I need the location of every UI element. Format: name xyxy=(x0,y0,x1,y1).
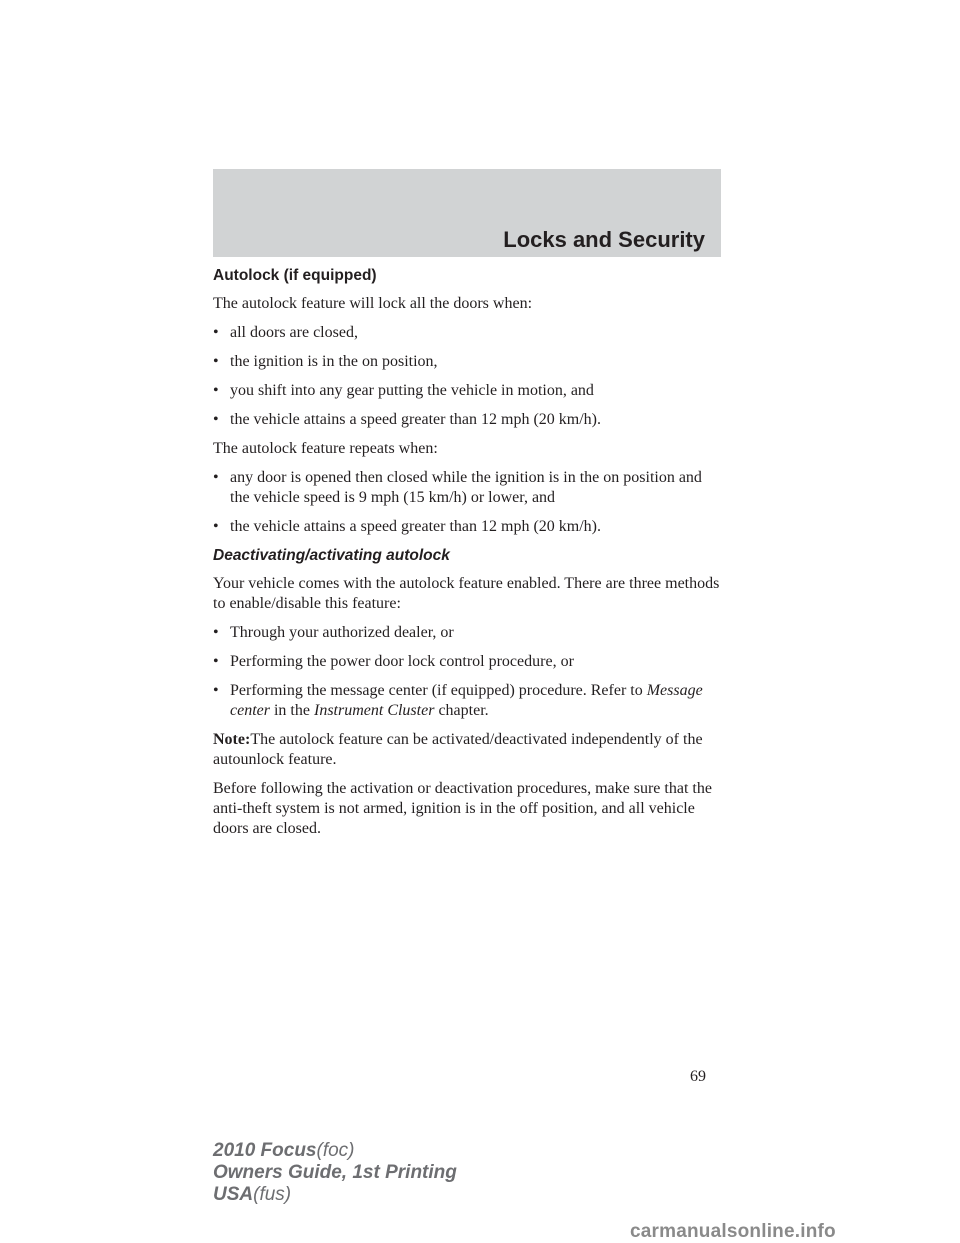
autolock-intro: The autolock feature will lock all the doors when: xyxy=(213,295,533,312)
bullet-icon: • xyxy=(213,682,219,699)
list-item: • the vehicle attains a speed greater than 12 mph (20 km/h). xyxy=(213,411,601,428)
repeat-intro: The autolock feature repeats when: xyxy=(213,440,438,457)
section-title: Locks and Security xyxy=(503,227,705,252)
list-item: • Performing the power door lock control procedure, or xyxy=(213,653,574,670)
closing-paragraph: Before following the activation or deactivation procedures, make sure that the anti-theft system is not armed, ignition is in the off position, and all vehicle doors are closed. xyxy=(213,780,712,837)
bullet-icon: • xyxy=(213,382,219,399)
bullet-icon: • xyxy=(213,518,219,535)
deactivating-heading: Deactivating/activating autolock xyxy=(213,547,450,564)
list-item: • you shift into any gear putting the vehicle in motion, and xyxy=(213,382,594,399)
list-item: • the vehicle attains a speed greater than 12 mph (20 km/h). xyxy=(213,518,601,535)
bullet-icon: • xyxy=(213,624,219,641)
cross-reference: Message center xyxy=(230,682,703,719)
watermark: carmanualsonline.info xyxy=(630,1221,836,1242)
autolock-heading: Autolock (if equipped) xyxy=(213,267,377,284)
page-content xyxy=(213,266,725,848)
bullet-icon: • xyxy=(213,411,219,428)
list-item: • Performing the message center (if equipped) procedure. Refer to Message center in the Instrument Cluster chapter. xyxy=(213,682,703,719)
methods-list xyxy=(213,623,725,721)
cross-reference: Instrument Cluster xyxy=(313,702,435,719)
list-item: • all doors are closed, xyxy=(213,324,358,341)
list-item: • Through your authorized dealer, or xyxy=(213,624,454,641)
bullet-icon: • xyxy=(213,469,219,486)
note-paragraph: Note:The autolock feature can be activated/deactivated independently of the autounlock feature. xyxy=(213,731,703,768)
page-number: 69 xyxy=(690,1068,706,1085)
print-footer: 2010 Focus(foc) Owners Guide, 1st Printing USA(fus) xyxy=(213,1140,457,1205)
autolock-conditions-list xyxy=(213,323,725,430)
deactivating-intro: Your vehicle comes with the autolock feature enabled. There are three methods to enable/disable this feature: xyxy=(213,575,720,612)
list-item: • the ignition is in the on position, xyxy=(213,353,438,370)
section-header-band xyxy=(213,169,721,257)
list-item: • any door is opened then closed while the ignition is in the on position and the vehicle speed is 9 mph (15 km/h) or lower, and xyxy=(213,469,702,506)
bullet-icon: • xyxy=(213,653,219,670)
bullet-icon: • xyxy=(213,353,219,370)
bullet-icon: • xyxy=(213,324,219,341)
repeat-conditions-list xyxy=(213,468,725,537)
note-label: Note: xyxy=(213,731,251,748)
